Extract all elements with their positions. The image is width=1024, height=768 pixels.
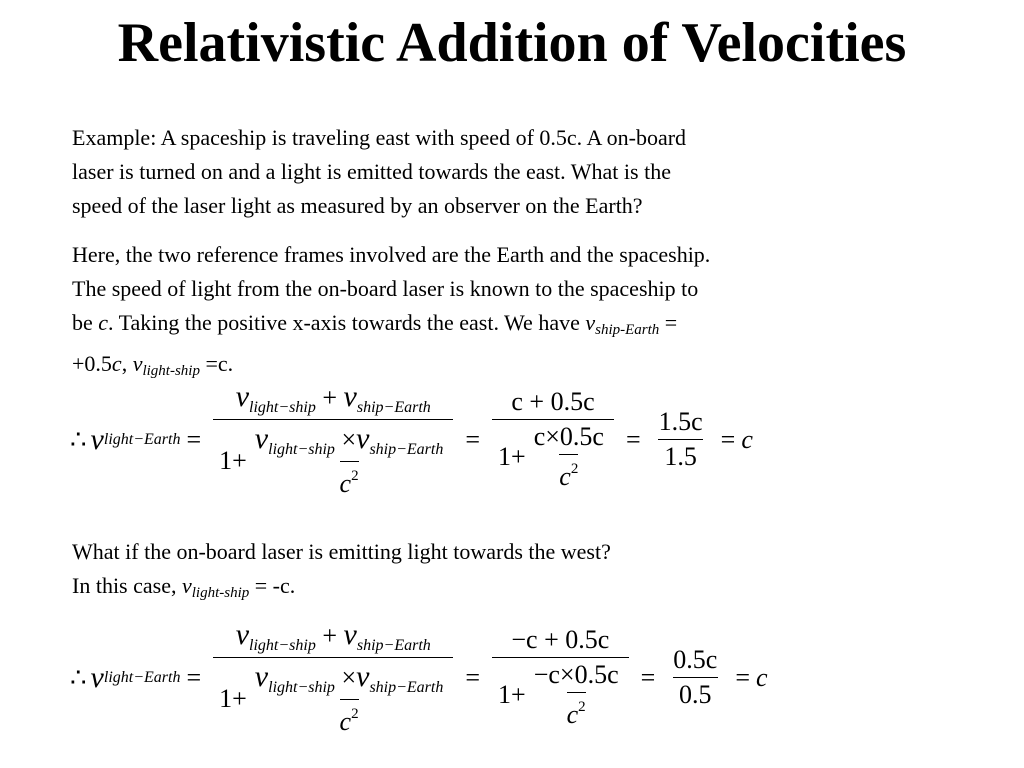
- subscript: light−ship: [268, 679, 335, 696]
- simplified-fraction: [667, 645, 723, 710]
- west-text: = -c.: [249, 573, 296, 598]
- inner-fraction: [251, 660, 448, 737]
- equals-sign: =: [735, 662, 750, 692]
- times-sign: ×: [341, 425, 357, 454]
- substituted-fraction: [492, 625, 629, 730]
- times-sign: ×: [341, 663, 357, 692]
- setup-text: +0.5: [72, 351, 112, 376]
- symbol-v: v: [356, 422, 370, 455]
- subscript-light-ship: light-ship: [142, 363, 200, 379]
- example-line-2: laser is turned on and a light is emitted towards the east. What is the: [72, 159, 671, 184]
- fraction-numerator: [230, 618, 437, 657]
- symbol-v: v: [132, 351, 143, 376]
- subscript-ship-earth: ship-Earth: [595, 322, 660, 338]
- equals-sign: =: [625, 424, 641, 454]
- subscript: ship−Earth: [369, 441, 444, 458]
- exponent: 2: [578, 699, 586, 715]
- setup-line-1: Here, the two reference frames involved are the Earth and the spaceship.: [72, 242, 711, 267]
- symbol-v: v: [90, 660, 104, 694]
- velocity-addition-fraction: [213, 380, 453, 499]
- one-plus: 1+: [498, 442, 526, 471]
- west-line-2: [72, 569, 902, 610]
- symbol-c: c: [339, 469, 352, 498]
- one-plus: 1+: [498, 680, 526, 709]
- fraction-numerator: 0.5c: [673, 645, 718, 674]
- symbol-v: v: [343, 618, 357, 651]
- velocity-addition-fraction: [213, 618, 453, 737]
- subscript-light-earth: light−Earth: [103, 430, 181, 448]
- result-c: c: [741, 424, 753, 454]
- symbol-v: v: [343, 380, 357, 413]
- setup-line-2: The speed of light from the on-board laser is known to the spaceship to: [72, 276, 699, 301]
- exponent: 2: [351, 706, 359, 722]
- fraction-denominator: 1.5: [658, 439, 703, 472]
- subscript: ship−Earth: [356, 637, 431, 654]
- equation-west: [70, 618, 768, 737]
- symbol-v: v: [235, 380, 250, 413]
- plus-sign: +: [322, 383, 338, 412]
- symbol-v: v: [585, 310, 596, 335]
- fraction-numerator: c + 0.5c: [511, 387, 595, 416]
- therefore-symbol: ∴: [70, 662, 87, 692]
- fraction-denominator: [492, 657, 629, 730]
- setup-text: =c.: [199, 351, 234, 376]
- subscript: light−ship: [249, 399, 316, 416]
- fraction-numerator: −c + 0.5c: [511, 625, 610, 654]
- slide-title: Relativistic Addition of Velocities: [117, 12, 907, 74]
- exponent: 2: [570, 461, 579, 477]
- subscript: ship−Earth: [356, 399, 431, 416]
- symbol-v: v: [254, 660, 269, 693]
- inner-fraction: [251, 422, 448, 499]
- symbol-v: v: [90, 422, 104, 456]
- fraction-denominator: [213, 419, 453, 499]
- symbol-v: v: [181, 573, 192, 598]
- equals-sign: =: [640, 662, 656, 692]
- subscript-light-earth: light−Earth: [103, 668, 181, 686]
- fraction-denominator: 0.5: [673, 677, 718, 710]
- equals-sign: =: [465, 662, 481, 692]
- symbol-c: c: [98, 310, 109, 335]
- symbol-v: v: [356, 660, 370, 693]
- subscript-light-ship: light-ship: [191, 585, 250, 601]
- symbol-v: v: [235, 618, 250, 651]
- one-plus: 1+: [219, 445, 247, 475]
- simplified-fraction: [653, 407, 709, 472]
- setup-text: . Taking the positive x-axis towards the east. We have: [108, 310, 586, 335]
- inner-fraction: [530, 660, 623, 730]
- west-paragraph: [72, 535, 902, 610]
- example-paragraph: [72, 121, 902, 223]
- symbol-c: c: [559, 462, 571, 491]
- fraction-denominator: [492, 419, 614, 492]
- setup-paragraph: [72, 238, 902, 388]
- equals-sign: =: [186, 662, 202, 692]
- symbol-v: v: [254, 422, 269, 455]
- symbol-c: c: [566, 700, 579, 729]
- setup-text: ,: [121, 351, 133, 376]
- inner-fraction: [530, 422, 608, 492]
- equals-sign: =: [720, 424, 736, 454]
- setup-text: be: [72, 310, 99, 335]
- symbol-c: c: [339, 707, 352, 736]
- subscript: ship−Earth: [369, 679, 444, 696]
- equals-sign: =: [186, 424, 202, 454]
- fraction-denominator: [213, 657, 453, 737]
- plus-sign: +: [322, 621, 338, 650]
- subscript: light−ship: [268, 441, 335, 458]
- symbol-c: c: [111, 351, 122, 376]
- west-line-1: What if the on-board laser is emitting light towards the west?: [72, 539, 611, 564]
- setup-line-3: [72, 306, 902, 347]
- one-plus: 1+: [219, 683, 247, 713]
- fraction-numerator: [230, 380, 437, 419]
- equals-sign: =: [465, 424, 481, 454]
- setup-text: =: [659, 310, 678, 335]
- inner-numerator: −c×0.5c: [533, 660, 619, 689]
- west-text: In this case,: [72, 573, 182, 598]
- result-c: c: [756, 662, 768, 692]
- exponent: 2: [351, 468, 359, 484]
- therefore-symbol: ∴: [70, 424, 87, 454]
- fraction-numerator: 1.5c: [658, 407, 703, 436]
- subscript: light−ship: [249, 637, 316, 654]
- substituted-fraction: [492, 387, 614, 492]
- example-line-1: Example: A spaceship is traveling east with speed of 0.5c. A on-board: [72, 125, 687, 150]
- equation-east: [70, 380, 753, 499]
- inner-numerator: c×0.5c: [533, 422, 604, 451]
- example-line-3: speed of the laser light as measured by an observer on the Earth?: [72, 193, 643, 218]
